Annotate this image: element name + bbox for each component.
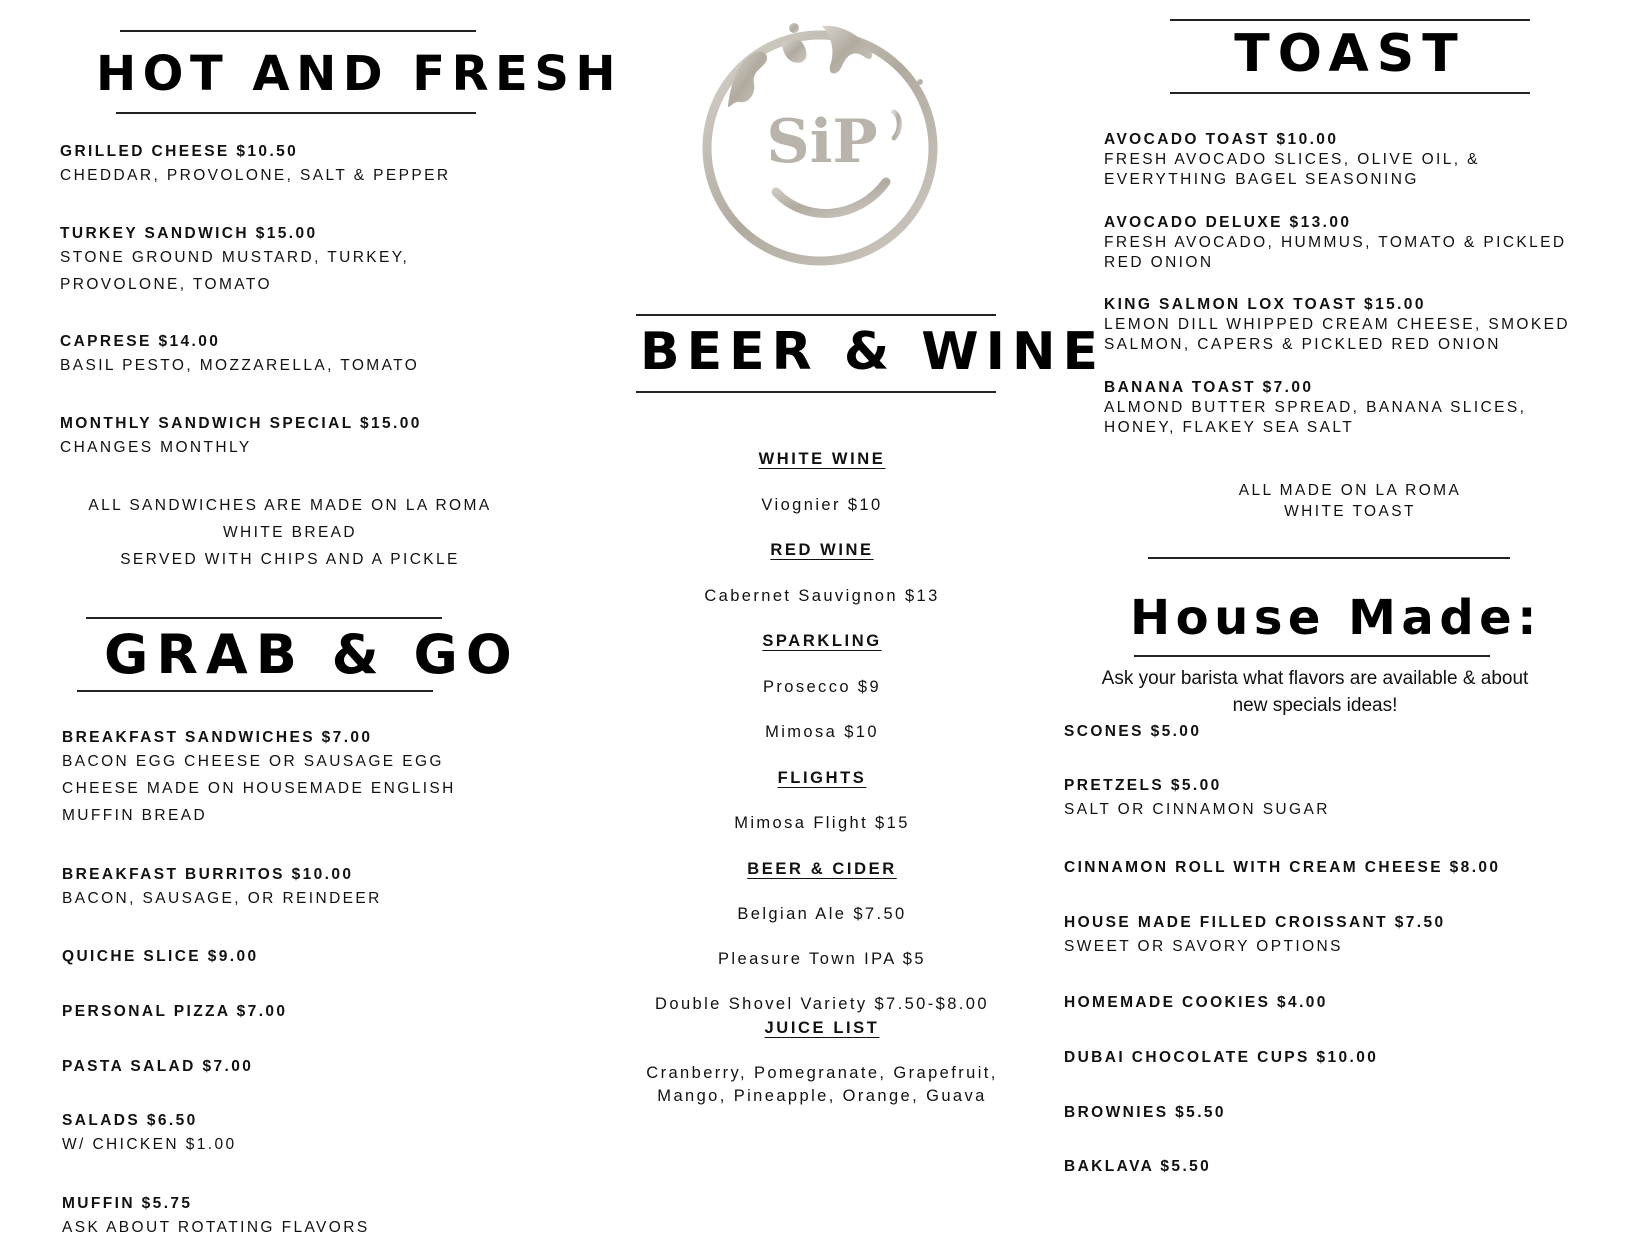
menu-item xyxy=(1064,776,1330,823)
menu-item xyxy=(1064,913,1446,960)
item-name: TURKEY SANDWICH $15.00 xyxy=(60,225,318,242)
house-made-subtitle xyxy=(1060,665,1570,719)
subtitle-line: Ask your barista what flavors are available & about xyxy=(1101,668,1529,689)
item-name: BROWNIES $5.50 xyxy=(1064,1104,1226,1121)
item-description: ALMOND BUTTER SPREAD, BANANA SLICES, xyxy=(1104,399,1527,416)
grab-go-rule-top xyxy=(86,617,442,619)
note-line: SERVED WITH CHIPS AND A PICKLE xyxy=(120,551,460,568)
menu-item xyxy=(1104,130,1480,190)
section-red-wine: RED WINE xyxy=(770,541,874,559)
item-name: CINNAMON ROLL WITH CREAM CHEESE $8.00 xyxy=(1064,859,1501,876)
item-name: HOUSE MADE FILLED CROISSANT $7.50 xyxy=(1064,914,1446,931)
subtitle-line: new specials ideas! xyxy=(1232,695,1398,716)
item-name: PASTA SALAD $7.00 xyxy=(62,1058,254,1075)
toast-rule-top xyxy=(1170,19,1530,21)
item-description: SWEET OR SAVORY OPTIONS xyxy=(1064,938,1343,955)
item-name: QUICHE SLICE $9.00 xyxy=(62,948,259,965)
item-description: MUFFIN BREAD xyxy=(62,807,208,824)
menu-item xyxy=(1064,722,1201,742)
drink-item: Pleasure Town IPA $5 xyxy=(718,950,926,968)
item-description: BACON, SAUSAGE, OR REINDEER xyxy=(62,890,382,907)
menu-item xyxy=(62,865,382,912)
menu-item xyxy=(62,728,456,829)
logo-text: SiP xyxy=(766,107,878,177)
item-name: CAPRESE $14.00 xyxy=(60,333,221,350)
menu-item xyxy=(62,1194,370,1241)
note-line: ALL SANDWICHES ARE MADE ON LA ROMA xyxy=(88,497,492,514)
item-description: W/ CHICKEN $1.00 xyxy=(62,1136,237,1153)
note-line: WHITE BREAD xyxy=(222,524,358,541)
drink-item: Prosecco $9 xyxy=(762,678,882,696)
toast-heading: TOAST xyxy=(1234,24,1466,84)
item-name: AVOCADO TOAST $10.00 xyxy=(1104,131,1339,148)
drink-item: Mimosa $10 xyxy=(765,723,879,741)
item-description: FRESH AVOCADO, HUMMUS, TOMATO & PICKLED xyxy=(1104,234,1567,251)
menu-item xyxy=(62,947,259,967)
item-description: RED ONION xyxy=(1104,254,1214,271)
item-description: CHANGES MONTHLY xyxy=(60,439,252,456)
drink-item: Double Shovel Variety $7.50-$8.00 xyxy=(655,995,989,1013)
sip-logo-icon xyxy=(690,14,950,272)
drink-item: Mimosa Flight $15 xyxy=(734,814,910,832)
item-name: DUBAI CHOCOLATE CUPS $10.00 xyxy=(1064,1049,1379,1066)
note-line: ALL MADE ON LA ROMA xyxy=(1238,482,1462,499)
sip-logo xyxy=(690,14,950,272)
sandwich-note xyxy=(60,492,520,573)
menu-item xyxy=(1064,858,1500,878)
drink-item: Belgian Ale $7.50 xyxy=(737,905,907,923)
item-name: BANANA TOAST $7.00 xyxy=(1104,379,1314,396)
menu-item xyxy=(60,414,422,461)
menu-item xyxy=(1104,213,1567,273)
grab-go-heading: GRAB & GO xyxy=(104,623,520,686)
hot-fresh-rule-bottom xyxy=(116,112,476,114)
hot-fresh-rule-top xyxy=(120,30,476,32)
beer-wine-heading: BEER & WINE xyxy=(640,322,1106,382)
section-flights: FLIGHTS xyxy=(777,769,867,787)
toast-note xyxy=(1180,480,1520,522)
item-name: KING SALMON LOX TOAST $15.00 xyxy=(1104,296,1426,313)
item-name: PERSONAL PIZZA $7.00 xyxy=(62,1003,288,1020)
house-made-rule-top xyxy=(1148,557,1510,559)
item-description: SALT OR CINNAMON SUGAR xyxy=(1064,801,1330,818)
item-description: CHEDDAR, PROVOLONE, SALT & PEPPER xyxy=(60,167,451,184)
item-name: PRETZELS $5.00 xyxy=(1064,777,1222,794)
item-name: SCONES $5.00 xyxy=(1064,723,1202,740)
item-name: GRILLED CHEESE $10.50 xyxy=(60,143,299,160)
menu-item xyxy=(62,1057,253,1077)
section-juice-list: JUICE LIST xyxy=(764,1019,880,1037)
section-sparkling: SPARKLING xyxy=(762,632,882,650)
toast-rule-bottom xyxy=(1170,92,1530,94)
item-description: LEMON DILL WHIPPED CREAM CHEESE, SMOKED xyxy=(1104,316,1570,333)
beer-wine-rule-top xyxy=(636,314,996,316)
menu-item xyxy=(62,1111,237,1158)
menu-item xyxy=(1064,1157,1211,1177)
drink-item: Mango, Pineapple, Orange, Guava xyxy=(657,1087,987,1105)
menu-item xyxy=(1104,378,1526,438)
beer-wine-rule-bottom xyxy=(636,391,996,393)
item-name: MONTHLY SANDWICH SPECIAL $15.00 xyxy=(60,415,422,432)
drink-item: Viognier $10 xyxy=(761,496,883,514)
item-description: FRESH AVOCADO SLICES, OLIVE OIL, & xyxy=(1104,151,1480,168)
item-description: BASIL PESTO, MOZZARELLA, TOMATO xyxy=(60,357,420,374)
item-name: HOMEMADE COOKIES $4.00 xyxy=(1064,994,1328,1011)
item-name: SALADS $6.50 xyxy=(62,1112,198,1129)
menu-item xyxy=(1064,1048,1378,1068)
grab-go-rule-bottom xyxy=(77,690,433,692)
hot-fresh-heading: HOT AND FRESH xyxy=(96,46,623,102)
house-made-rule-bottom xyxy=(1134,655,1490,657)
item-description: EVERYTHING BAGEL SEASONING xyxy=(1104,171,1419,188)
item-description: STONE GROUND MUSTARD, TURKEY, xyxy=(60,249,410,266)
menu-item xyxy=(62,1002,287,1022)
item-name: BREAKFAST SANDWICHES $7.00 xyxy=(62,729,373,746)
note-line: WHITE TOAST xyxy=(1284,503,1416,520)
menu-item xyxy=(1104,295,1570,355)
menu-item xyxy=(60,142,450,189)
drink-item: Cranberry, Pomegranate, Grapefruit, xyxy=(646,1064,998,1082)
house-made-heading: House Made: xyxy=(1130,590,1542,646)
drink-item: Cabernet Sauvignon $13 xyxy=(704,587,940,605)
item-name: BAKLAVA $5.50 xyxy=(1064,1158,1212,1175)
item-name: AVOCADO DELUXE $13.00 xyxy=(1104,214,1352,231)
menu-item xyxy=(60,332,419,379)
item-description: CHEESE MADE ON HOUSEMADE ENGLISH xyxy=(62,780,456,797)
item-description: SALMON, CAPERS & PICKLED RED ONION xyxy=(1104,336,1501,353)
item-description: HONEY, FLAKEY SEA SALT xyxy=(1104,419,1355,436)
item-description: ASK ABOUT ROTATING FLAVORS xyxy=(62,1219,370,1236)
item-name: BREAKFAST BURRITOS $10.00 xyxy=(62,866,354,883)
item-description: PROVOLONE, TOMATO xyxy=(60,276,272,293)
section-beer-cider: BEER & CIDER xyxy=(747,860,897,878)
item-name: MUFFIN $5.75 xyxy=(62,1195,193,1212)
menu-item xyxy=(60,224,409,298)
item-description: BACON EGG CHEESE OR SAUSAGE EGG xyxy=(62,753,444,770)
section-white-wine: WHITE WINE xyxy=(758,450,886,468)
menu-item xyxy=(1064,1103,1226,1123)
menu-item xyxy=(1064,993,1328,1013)
